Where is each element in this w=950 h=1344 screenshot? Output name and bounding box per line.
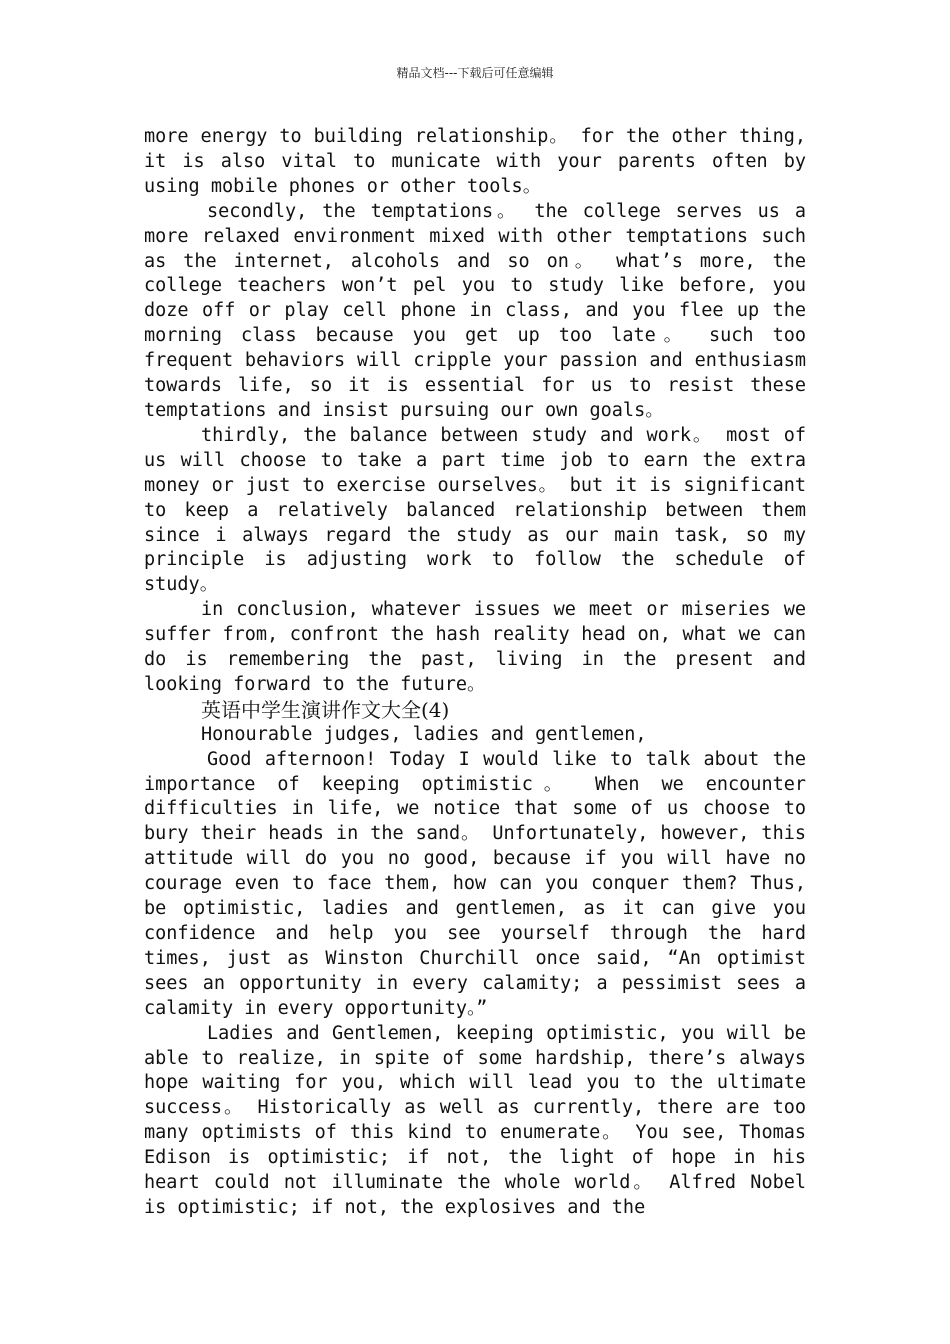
paragraph: Honourable judges, ladies and gentlemen, — [201, 723, 647, 745]
document-body — [144, 125, 806, 1221]
paragraph: thirdly, the balance between study and work。 most of us will choose to take a part time job to earn the extra money or just to exercise ourselves。 but it is significant to keep a relatively balanced relationship between them since i always regard the study as our main task, so my principle is adjusting work to follow the schedule of study。 — [144, 424, 806, 596]
page-header: 精品文档---下载后可任意编辑 — [396, 66, 554, 80]
paragraph: secondly, the temptations。 the college serves us a more relaxed environment mixed with other temptations such as the internet, alcohols and so on。 what’s more, the college teachers won’t pel you to study like before, you doze off or play cell phone in class, and you flee up the morning class because you get up too late。 such too frequent behaviors will cripple your passion and enthusiasm towards life, so it is essential for us to resist these temptations and insist pursuing our own goals。 — [144, 200, 806, 421]
section-heading: 英语中学生演讲作文大全(4) — [201, 697, 450, 722]
paragraph: Ladies and Gentlemen, keeping optimistic, you will be able to realize, in spite of some hardship, there’s always hope waiting for you, which will lead you to the ultimate success。 Historically as well as currently, there are too many optimists of this kind to enumerate。 You see, Thomas Edison is optimistic; if not, the light of hope in his heart could not illuminate the whole world。 Alfred Nobel is optimistic; if not, the explosives and the — [144, 1022, 806, 1218]
paragraph: in conclusion, whatever issues we meet or miseries we suffer from, confront the hash reality head on, what we can do is remembering the past, living in the present and looking forward to the future。 — [144, 599, 806, 695]
paragraph: more energy to building relationship。 for the other thing, it is also vital to municate with your parents often by using mobile phones or other tools。 — [144, 126, 806, 197]
paragraph: Good afternoon! Today I would like to talk about the importance of keeping optimistic。 When we encounter difficulties in life, we notice that some of us choose to bury their heads in the sand。 Unfortunately, however, this attitude will do you no good, because if you will have no courage even to face them, how can you conquer them? Thus, be optimistic, ladies and gentlemen, as it can give you confidence and help you see yourself through the hard times, just as Winston Churchill once said, “An optimist sees an opportunity in every calamity; a pessimist sees a calamity in every opportunity。” — [144, 748, 806, 1019]
